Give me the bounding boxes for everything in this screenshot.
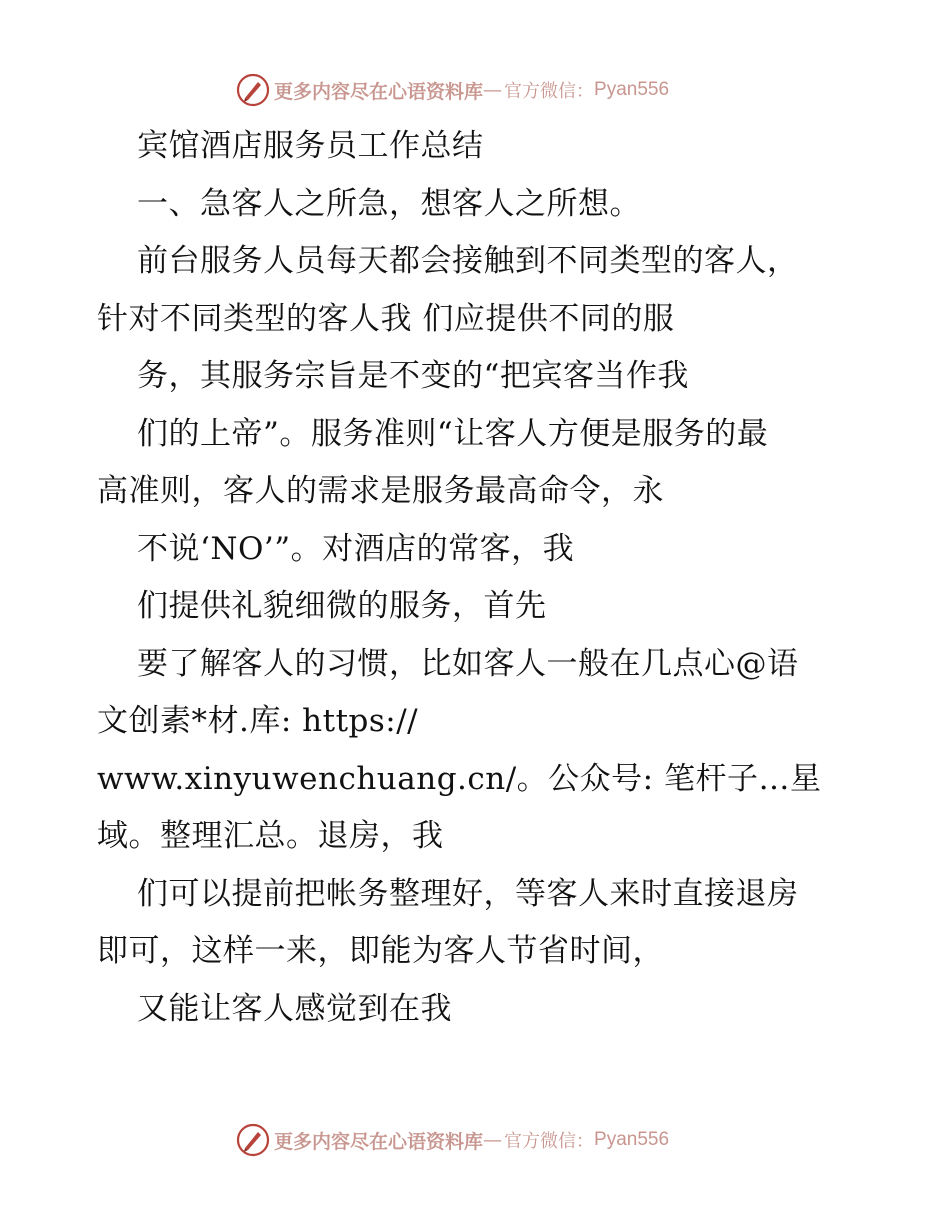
document-title: 宾馆酒店服务员工作总结: [137, 128, 484, 164]
footer-separator: —: [483, 1129, 503, 1151]
header-wechat-id: Pyan556: [594, 79, 670, 100]
paragraph-line: 高准则，客人的需求是服务最高命令，永: [97, 473, 664, 509]
paragraph-line: 务，其服务宗旨是不变的“把宾客当作我: [137, 358, 689, 394]
paragraph-line: 们可以提前把帐务整理好，等客人来时直接退房: [137, 875, 799, 912]
paragraph-line: 即可，这样一来，即能为客人节省时间，: [97, 933, 664, 969]
quill-pen-logo-icon: [236, 1123, 270, 1157]
paragraph-line: 们的上帝”。服务准则“让客人方便是服务的最: [137, 415, 769, 452]
header-banner: [236, 72, 669, 108]
document-body: [97, 118, 887, 1038]
footer-banner: [236, 1122, 669, 1158]
paragraph-line: 针对不同类型的客人我 们应提供不同的服: [97, 300, 675, 337]
quill-pen-logo-icon: [236, 73, 270, 107]
header-brand-text: 更多内容尽在心语资料库: [274, 80, 484, 103]
paragraph-line: 要了解客人的习惯，比如客人一般在几点心@语: [137, 645, 799, 682]
paragraph-line: 不说‘NO’”。对酒店的常客，我: [137, 530, 575, 567]
footer-brand-text: 更多内容尽在心语资料库: [274, 1130, 484, 1153]
section-heading: 一、急客人之所急，想客人之所想。: [137, 185, 641, 222]
paragraph-line: 们提供礼貌细微的服务，首先: [137, 588, 547, 624]
footer-wechat-label: 官方微信：: [504, 1131, 595, 1152]
paragraph-line: 前台服务人员每天都会接触到不同类型的客人，: [137, 243, 799, 279]
footer-wechat-id: Pyan556: [594, 1129, 670, 1150]
paragraph-line: www.xinyuwenchuang.cn/。公众号: 笔杆子…星: [97, 760, 822, 797]
paragraph-line: 文创素*材.库: https://: [97, 703, 419, 739]
header-wechat-label: 官方微信：: [504, 81, 595, 102]
paragraph-line: 域。整理汇总。退房，我: [97, 818, 444, 854]
header-separator: —: [483, 79, 503, 101]
paragraph-line: 又能让客人感觉到在我: [137, 990, 452, 1027]
